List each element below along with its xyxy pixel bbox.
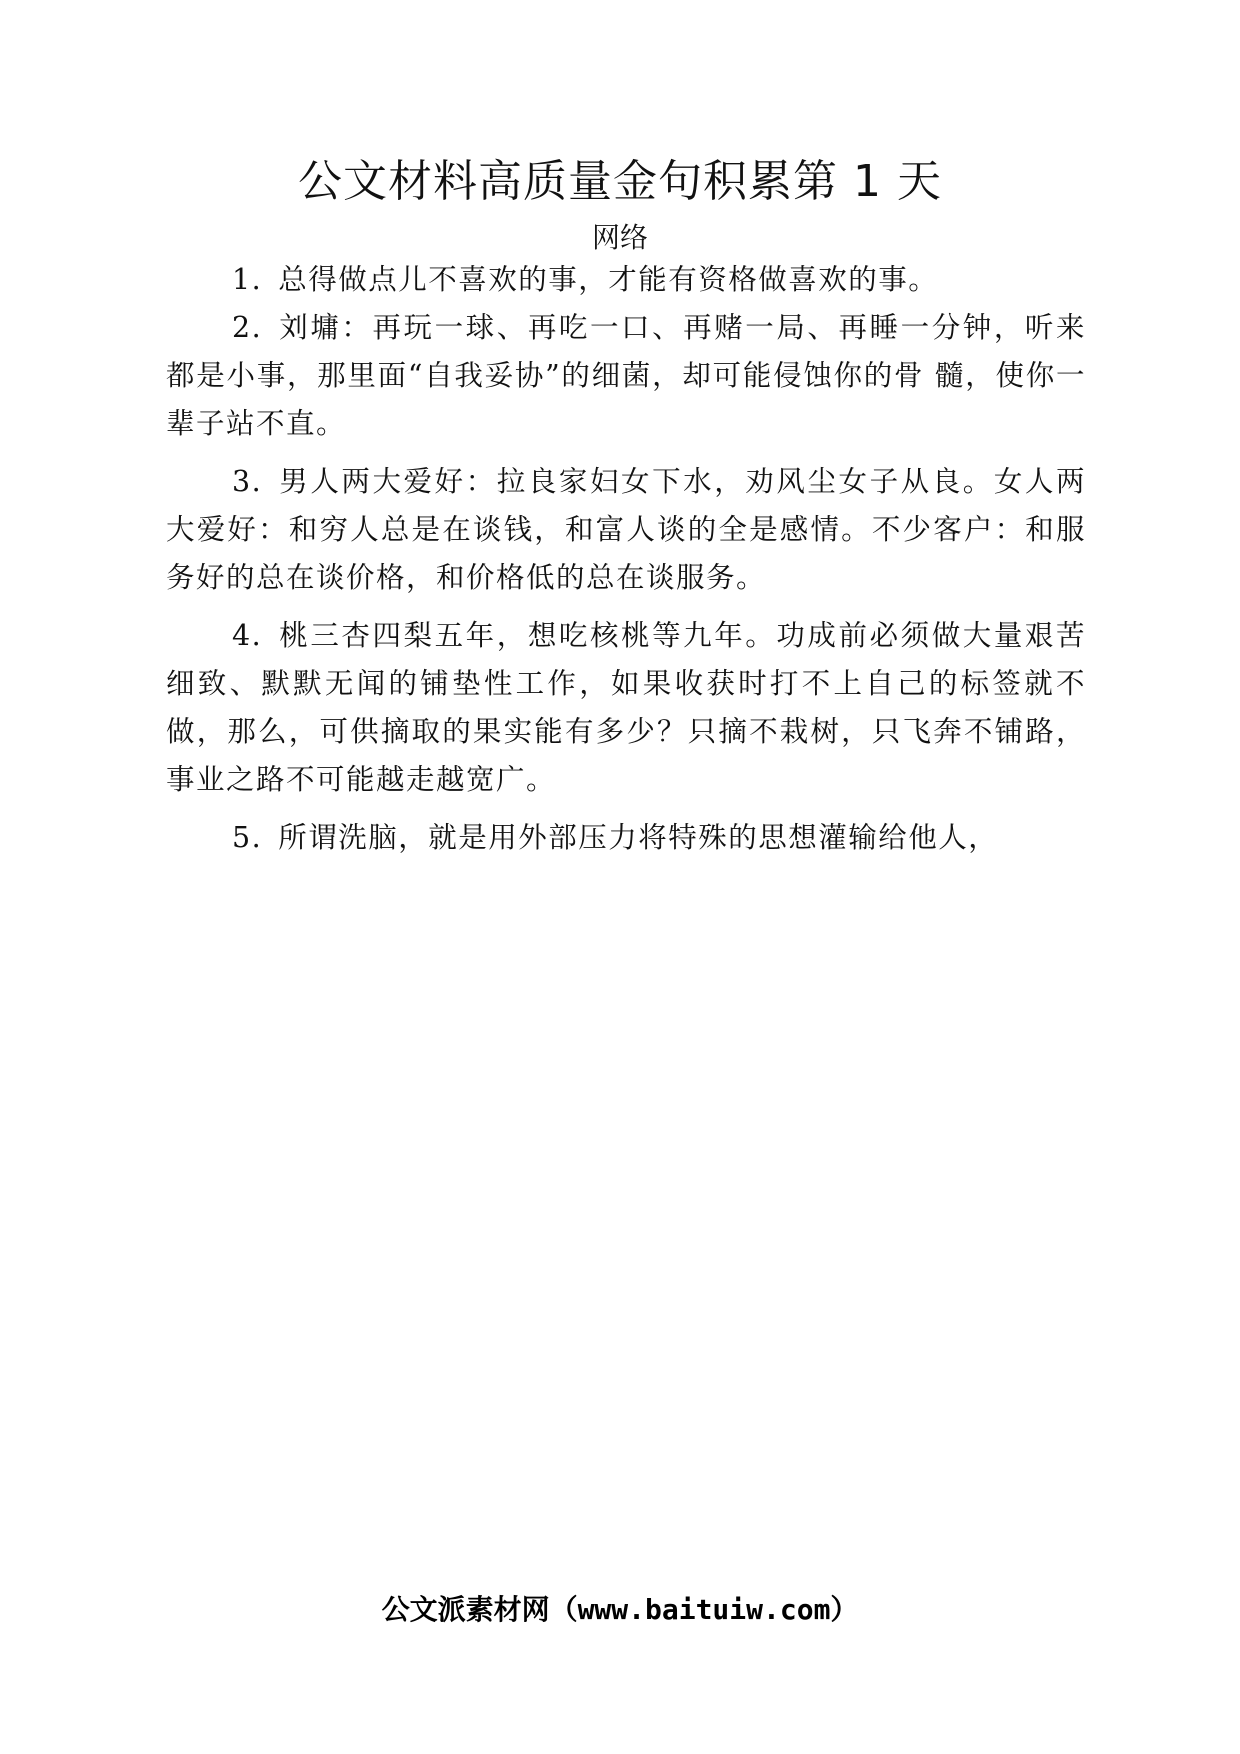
- document-title: 公文材料高质量金句积累第 1 天: [298, 156, 942, 207]
- document-source: 网络: [591, 221, 648, 254]
- list-item: [166, 256, 1086, 304]
- item-number: 1.: [232, 263, 263, 296]
- item-text: 所谓洗脑，就是用外部压力将特殊的思想灌输给他人，: [278, 821, 999, 854]
- item-text: 桃三杏四梨五年，想吃核桃等九年。功成前必须做大量艰苦细致、默默无闻的铺垫性工作，如果收获时打不上自己的标签就不做，那么，可供摘取的果实能有多少？只摘不栽树，只飞奔不铺路，事业之路不可能越走越宽广。: [166, 619, 1086, 796]
- list-item: [166, 304, 1086, 448]
- item-text: 男人两大爱好：拉良家妇女下水，劝风尘女子从良。女人两大爱好：和穷人总是在谈钱，和富人谈的全是感情。不少客户：和服务好的总在谈价格，和价格低的总在谈服务。: [166, 465, 1086, 594]
- list-item: [166, 612, 1086, 804]
- item-number: 2.: [232, 311, 263, 344]
- item-number: 3.: [232, 465, 263, 498]
- document-body: [166, 256, 1086, 862]
- item-number: 4.: [232, 619, 263, 652]
- item-text: 总得做点儿不喜欢的事，才能有资格做喜欢的事。: [278, 263, 939, 296]
- item-text: 刘墉：再玩一球、再吃一口、再赌一局、再睡一分钟，听来都是小事，那里面“自我妥协”的细菌，却可能侵蚀你的骨 髓，使你一辈子站不直。: [166, 311, 1086, 440]
- item-number: 5.: [232, 821, 263, 854]
- list-item: [166, 814, 1086, 862]
- list-item: [166, 458, 1086, 602]
- page-footer: 公文派素材网（www.baituiw.com）: [381, 1593, 859, 1626]
